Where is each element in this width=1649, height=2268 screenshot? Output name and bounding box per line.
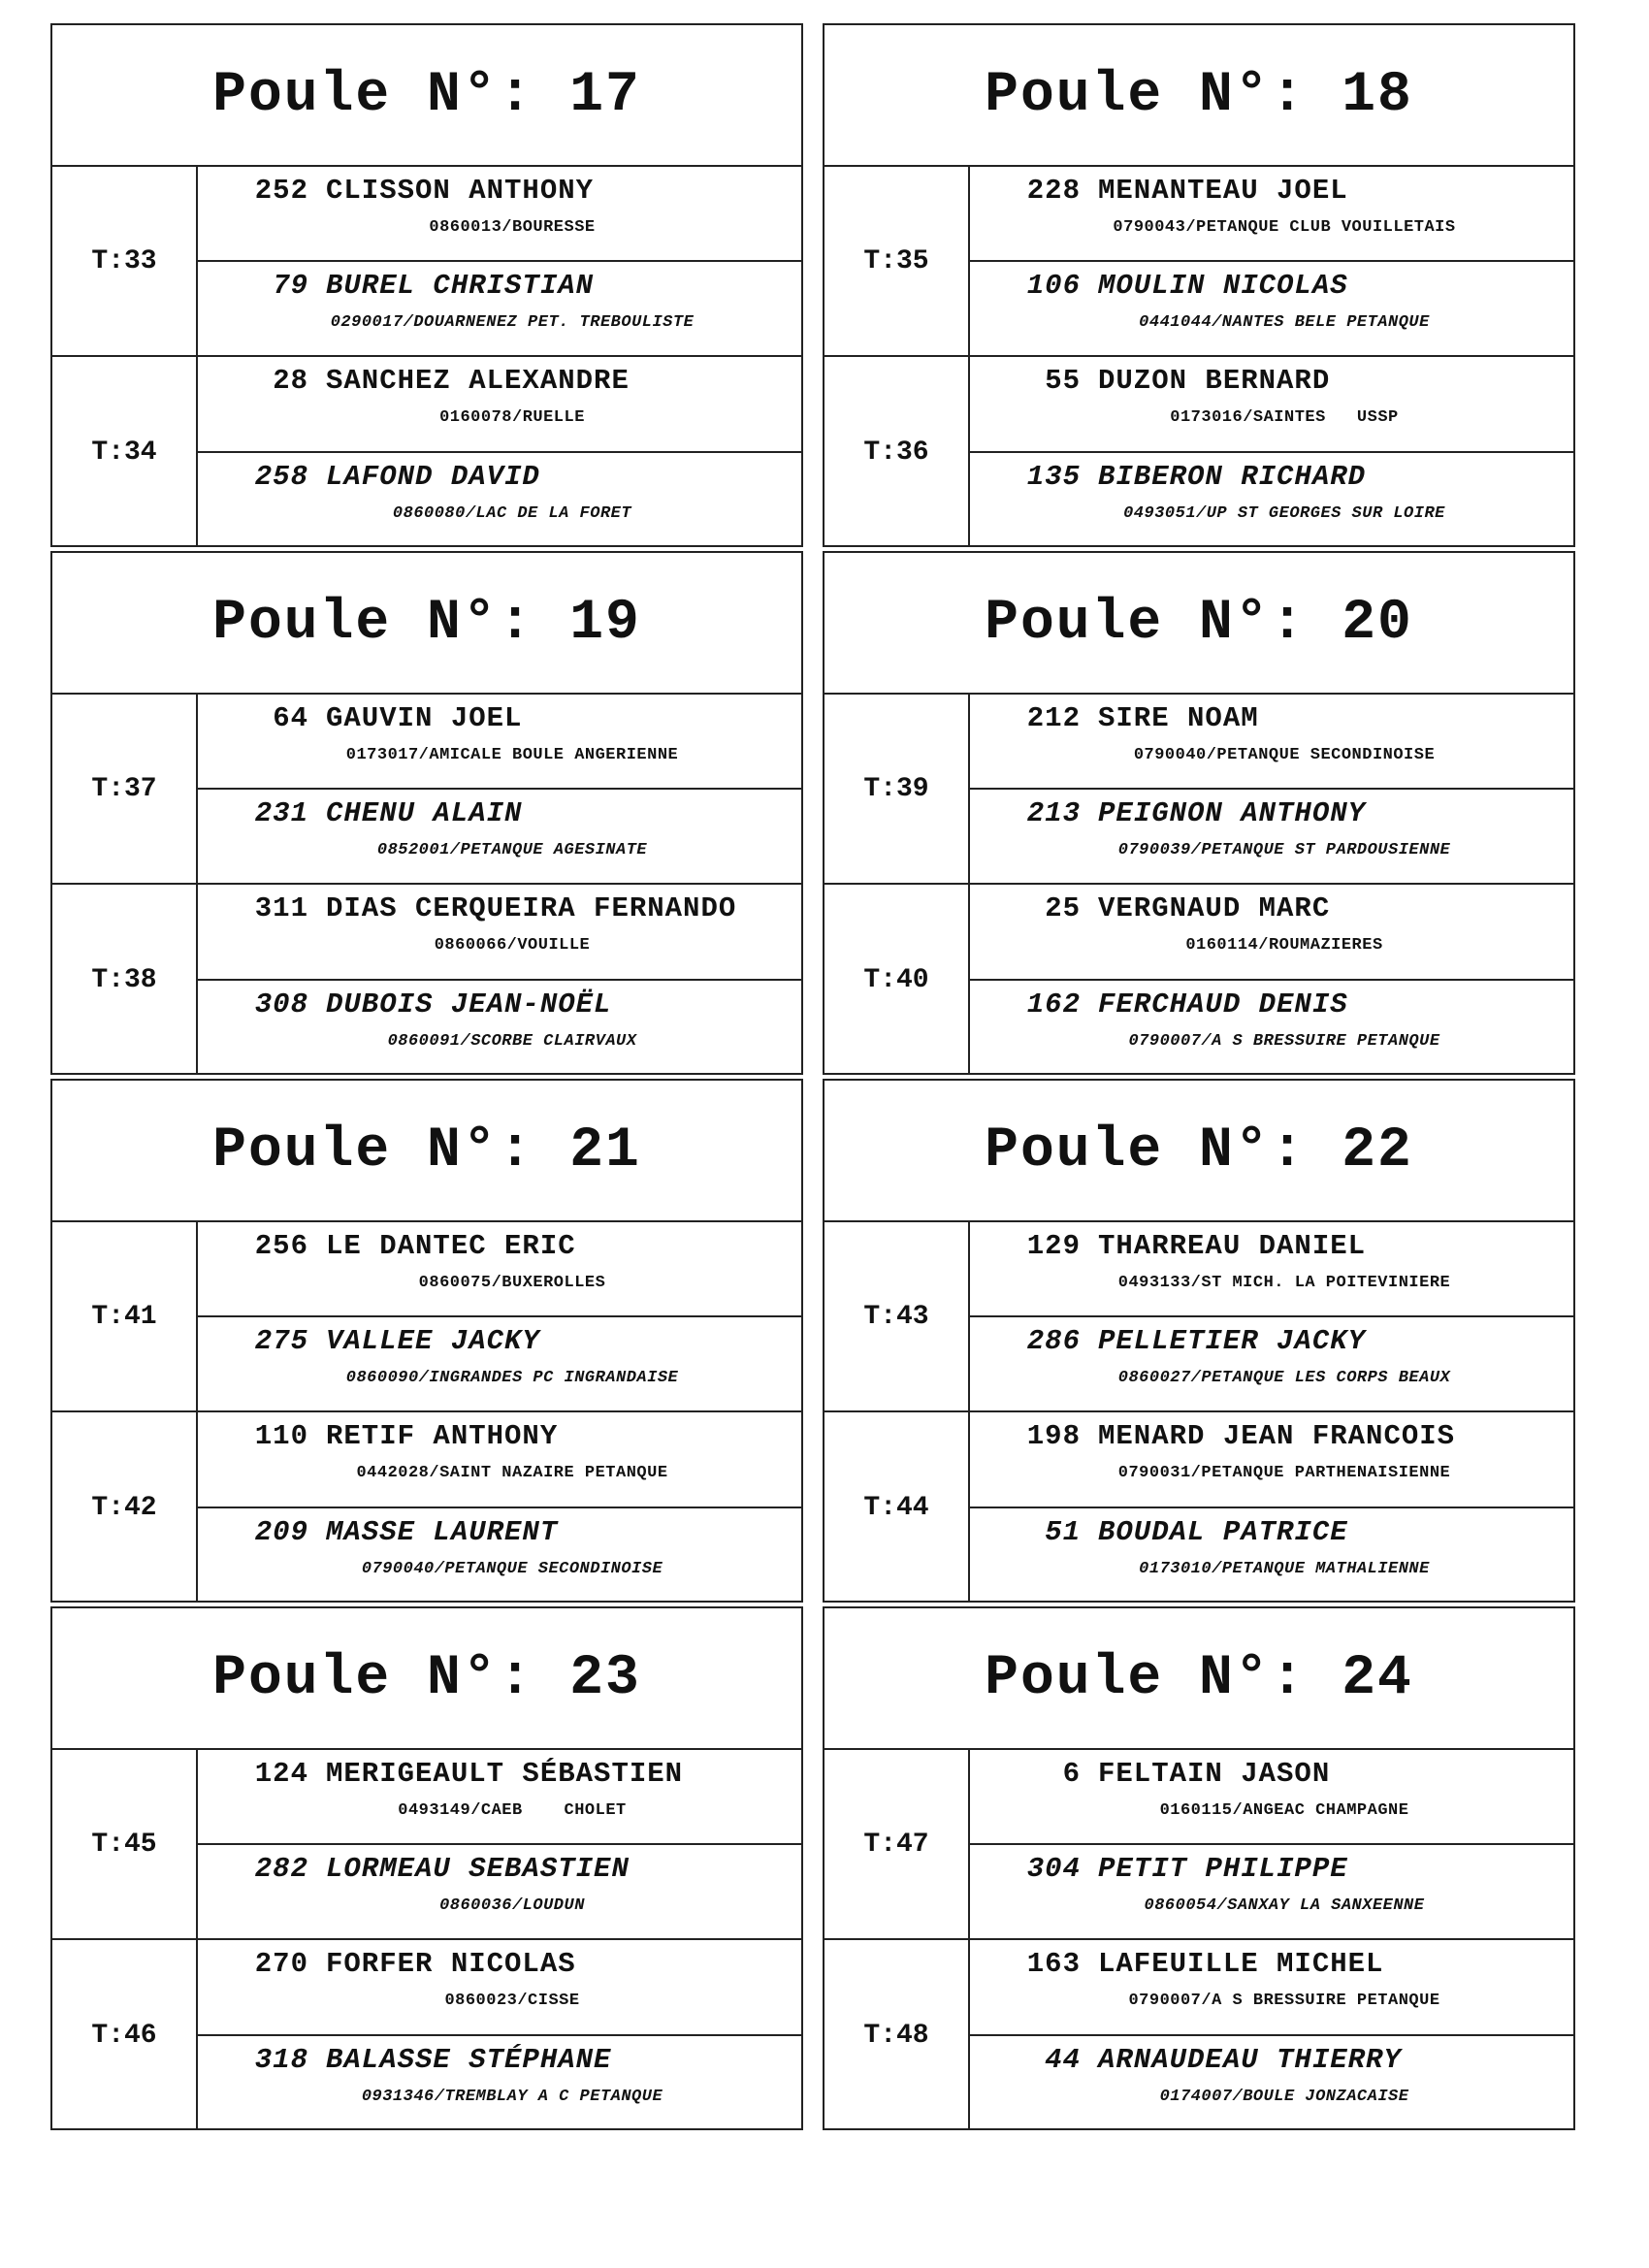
player-entry (970, 1750, 1573, 1845)
player-line (223, 1325, 801, 1357)
player-line (223, 270, 801, 302)
player-number: 308 (254, 988, 308, 1021)
player-number: 304 (1026, 1853, 1081, 1885)
player-entry (970, 357, 1573, 453)
player-name: CHENU ALAIN (326, 797, 523, 829)
player-name: THARREAU DANIEL (1098, 1230, 1367, 1262)
player-name: MASSE LAURENT (326, 1516, 559, 1548)
player-line (995, 1325, 1573, 1357)
table-row (824, 1412, 1573, 1603)
poule-header (52, 1081, 801, 1222)
table-row (824, 357, 1573, 547)
player-number: 51 (1045, 1516, 1081, 1548)
player-line (995, 461, 1573, 493)
player-entry (198, 1940, 801, 2036)
player-club: 0860013/BOURESSE (429, 218, 596, 237)
player-name: LAFOND DAVID (326, 461, 540, 493)
poule-header (52, 25, 801, 167)
player-entry (198, 262, 801, 355)
player-line (223, 892, 801, 924)
poule-block (823, 1079, 1575, 1603)
player-line (995, 797, 1573, 829)
match-table-list (52, 1750, 801, 2128)
player-name: RETIF ANTHONY (326, 1420, 559, 1452)
player-pair (970, 1222, 1573, 1410)
table-number-label: T:38 (52, 885, 198, 1075)
player-number: 311 (254, 892, 308, 924)
poule-title: Poule N°: 17 (212, 63, 641, 127)
player-club: 0860036/LOUDUN (439, 1896, 585, 1915)
player-club: 0860054/SANXAY LA SANXEENNE (1144, 1896, 1425, 1915)
player-pair (970, 1940, 1573, 2130)
player-club: 0493051/UP ST GEORGES SUR LOIRE (1123, 504, 1445, 523)
poule-title: Poule N°: 19 (212, 591, 641, 655)
player-entry (198, 885, 801, 981)
player-club: 0160114/ROUMAZIERES (1185, 936, 1383, 955)
match-table-list (824, 695, 1573, 1073)
poule-title: Poule N°: 24 (985, 1646, 1413, 1710)
player-entry (970, 885, 1573, 981)
player-name: VALLEE JACKY (326, 1325, 540, 1357)
table-number-label: T:44 (824, 1412, 970, 1603)
player-club: 0860023/CISSE (444, 1992, 580, 2010)
player-club: 0852001/PETANQUE AGESINATE (376, 841, 648, 859)
player-club: 0931346/TREMBLAY A C PETANQUE (361, 2088, 663, 2106)
match-table-list (824, 1222, 1573, 1601)
table-number-label: T:40 (824, 885, 970, 1075)
player-line (223, 1853, 801, 1885)
player-entry (198, 790, 801, 883)
player-name: BUREL CHRISTIAN (326, 270, 595, 302)
match-table-list (52, 1222, 801, 1601)
player-number: 228 (1026, 175, 1081, 207)
poule-header (824, 25, 1573, 167)
player-club: 0173010/PETANQUE MATHALIENNE (1139, 1560, 1430, 1578)
player-entry (970, 695, 1573, 790)
player-line (995, 1853, 1573, 1885)
player-number: 212 (1026, 702, 1081, 734)
player-name: SANCHEZ ALEXANDRE (326, 365, 630, 397)
player-club: 0160078/RUELLE (439, 408, 585, 427)
player-number: 110 (254, 1420, 308, 1452)
player-club: 0790040/PETANQUE SECONDINOISE (1133, 746, 1436, 764)
player-pair (970, 1750, 1573, 1938)
player-number: 213 (1026, 797, 1081, 829)
player-entry (970, 167, 1573, 262)
player-club: 0790031/PETANQUE PARTHENAISIENNE (1117, 1464, 1451, 1482)
match-table-list (52, 695, 801, 1073)
player-number: 55 (1045, 365, 1081, 397)
table-row (52, 695, 801, 885)
player-club: 0442028/SAINT NAZAIRE PETANQUE (356, 1464, 668, 1482)
player-line (223, 702, 801, 734)
player-name: DUZON BERNARD (1098, 365, 1331, 397)
player-number: 282 (254, 1853, 308, 1885)
player-name: BOUDAL PATRICE (1098, 1516, 1348, 1548)
table-number-label: T:43 (824, 1222, 970, 1410)
player-line (223, 2044, 801, 2076)
player-line (995, 1230, 1573, 1262)
player-club: 0160115/ANGEAC CHAMPAGNE (1159, 1801, 1409, 1820)
poule-title: Poule N°: 18 (985, 63, 1413, 127)
player-line (995, 1758, 1573, 1790)
player-number: 231 (254, 797, 308, 829)
poule-title: Poule N°: 23 (212, 1646, 641, 1710)
table-number-label: T:36 (824, 357, 970, 547)
player-number: 252 (254, 175, 308, 207)
player-club: 0860066/VOUILLE (434, 936, 591, 955)
player-pair (970, 167, 1573, 355)
player-pair (970, 1412, 1573, 1603)
player-line (995, 270, 1573, 302)
table-row (52, 357, 801, 547)
player-line (223, 365, 801, 397)
poule-block (50, 1079, 803, 1603)
poule-title: Poule N°: 20 (985, 591, 1413, 655)
poule-title: Poule N°: 21 (212, 1118, 641, 1183)
player-number: 135 (1026, 461, 1081, 493)
poule-header (824, 1081, 1573, 1222)
player-name: MERIGEAULT SÉBASTIEN (326, 1758, 684, 1790)
player-line (223, 1758, 801, 1790)
player-club: 0441044/NANTES BELE PETANQUE (1139, 313, 1430, 332)
player-club: 0173016/SAINTES USSP (1170, 408, 1399, 427)
player-name: LAFEUILLE MICHEL (1098, 1948, 1384, 1980)
player-line (223, 797, 801, 829)
player-entry (970, 1412, 1573, 1508)
player-entry (970, 790, 1573, 883)
player-entry (198, 1222, 801, 1317)
table-number-label: T:34 (52, 357, 198, 547)
player-club: 0290017/DOUARNENEZ PET. TREBOULISTE (330, 313, 695, 332)
player-number: 64 (273, 702, 308, 734)
player-number: 256 (254, 1230, 308, 1262)
player-number: 286 (1026, 1325, 1081, 1357)
table-number-label: T:46 (52, 1940, 198, 2130)
player-name: SIRE NOAM (1098, 702, 1259, 734)
player-number: 275 (254, 1325, 308, 1357)
player-line (995, 1948, 1573, 1980)
poule-header (52, 1608, 801, 1750)
player-club: 0790039/PETANQUE ST PARDOUSIENNE (1117, 841, 1451, 859)
table-number-label: T:35 (824, 167, 970, 355)
player-entry (198, 2036, 801, 2130)
player-pair (198, 167, 801, 355)
table-number-label: T:37 (52, 695, 198, 883)
player-line (995, 2044, 1573, 2076)
player-club: 0174007/BOULE JONZACAISE (1159, 2088, 1409, 2106)
table-row (824, 695, 1573, 885)
player-pair (970, 357, 1573, 547)
table-row (824, 167, 1573, 357)
table-row (824, 885, 1573, 1075)
poule-header (824, 553, 1573, 695)
player-line (995, 702, 1573, 734)
player-entry (970, 453, 1573, 547)
player-line (995, 365, 1573, 397)
table-row (52, 1412, 801, 1603)
player-pair (970, 885, 1573, 1075)
player-entry (198, 1845, 801, 1938)
player-number: 318 (254, 2044, 308, 2076)
player-club: 0493149/CAEB CHOLET (398, 1801, 627, 1820)
poule-title: Poule N°: 22 (985, 1118, 1413, 1183)
player-entry (198, 1750, 801, 1845)
match-table-list (52, 167, 801, 545)
player-pair (970, 695, 1573, 883)
player-name: PELLETIER JACKY (1098, 1325, 1367, 1357)
player-pair (198, 357, 801, 547)
match-table-list (824, 167, 1573, 545)
player-line (995, 1516, 1573, 1548)
player-name: DIAS CERQUEIRA FERNANDO (326, 892, 737, 924)
table-number-label: T:33 (52, 167, 198, 355)
player-name: VERGNAUD MARC (1098, 892, 1331, 924)
player-line (223, 175, 801, 207)
poule-header (824, 1608, 1573, 1750)
poules-grid (50, 23, 1575, 2119)
player-name: MOULIN NICOLAS (1098, 270, 1348, 302)
table-row (52, 1940, 801, 2130)
player-name: MENANTEAU JOEL (1098, 175, 1348, 207)
player-club: 0860027/PETANQUE LES CORPS BEAUX (1117, 1369, 1451, 1387)
poule-header (52, 553, 801, 695)
player-pair (198, 695, 801, 883)
table-number-label: T:39 (824, 695, 970, 883)
player-entry (198, 453, 801, 547)
player-number: 44 (1045, 2044, 1081, 2076)
player-name: PEIGNON ANTHONY (1098, 797, 1367, 829)
player-line (223, 1420, 801, 1452)
table-row (52, 167, 801, 357)
player-line (223, 1948, 801, 1980)
player-line (223, 1516, 801, 1548)
player-number: 129 (1026, 1230, 1081, 1262)
player-line (995, 988, 1573, 1021)
player-entry (970, 981, 1573, 1075)
player-club: 0860080/LAC DE LA FORET (392, 504, 632, 523)
poule-block (50, 23, 803, 547)
player-entry (198, 981, 801, 1075)
player-name: DUBOIS JEAN-NOËL (326, 988, 612, 1021)
player-club: 0790040/PETANQUE SECONDINOISE (361, 1560, 663, 1578)
player-club: 0790043/PETANQUE CLUB VOUILLETAIS (1113, 218, 1456, 237)
player-entry (198, 1508, 801, 1603)
player-pair (198, 1412, 801, 1603)
player-number: 163 (1026, 1948, 1081, 1980)
player-entry (198, 1317, 801, 1410)
table-row (824, 1750, 1573, 1940)
player-pair (198, 1750, 801, 1938)
poule-block (823, 23, 1575, 547)
player-name: FERCHAUD DENIS (1098, 988, 1348, 1021)
player-entry (198, 1412, 801, 1508)
player-number: 124 (254, 1758, 308, 1790)
player-line (223, 988, 801, 1021)
player-name: CLISSON ANTHONY (326, 175, 595, 207)
player-club: 0860075/BUXEROLLES (418, 1274, 606, 1292)
player-name: LORMEAU SEBASTIEN (326, 1853, 630, 1885)
poule-block (50, 1606, 803, 2130)
table-row (52, 1222, 801, 1412)
player-number: 258 (254, 461, 308, 493)
player-number: 162 (1026, 988, 1081, 1021)
player-entry (970, 2036, 1573, 2130)
player-name: FORFER NICOLAS (326, 1948, 576, 1980)
player-number: 106 (1026, 270, 1081, 302)
player-line (995, 1420, 1573, 1452)
table-number-label: T:42 (52, 1412, 198, 1603)
table-number-label: T:48 (824, 1940, 970, 2130)
player-name: MENARD JEAN FRANCOIS (1098, 1420, 1456, 1452)
table-number-label: T:47 (824, 1750, 970, 1938)
player-name: BALASSE STÉPHANE (326, 2044, 612, 2076)
table-row (52, 885, 801, 1075)
player-line (995, 892, 1573, 924)
player-entry (970, 262, 1573, 355)
table-number-label: T:45 (52, 1750, 198, 1938)
poule-block (823, 1606, 1575, 2130)
player-number: 198 (1026, 1420, 1081, 1452)
player-pair (198, 885, 801, 1075)
table-row (52, 1750, 801, 1940)
poule-block (823, 551, 1575, 1075)
player-pair (198, 1222, 801, 1410)
player-club: 0860091/SCORBE CLAIRVAUX (387, 1032, 637, 1051)
player-entry (970, 1317, 1573, 1410)
player-line (223, 461, 801, 493)
poule-block (50, 551, 803, 1075)
player-club: 0493133/ST MICH. LA POITEVINIERE (1117, 1274, 1451, 1292)
player-entry (970, 1222, 1573, 1317)
player-entry (198, 167, 801, 262)
player-entry (198, 357, 801, 453)
player-number: 270 (254, 1948, 308, 1980)
player-club: 0790007/A S BRESSUIRE PETANQUE (1128, 1032, 1440, 1051)
player-number: 79 (273, 270, 308, 302)
player-number: 28 (273, 365, 308, 397)
player-number: 209 (254, 1516, 308, 1548)
player-number: 6 (1062, 1758, 1081, 1790)
player-entry (970, 1508, 1573, 1603)
match-table-list (824, 1750, 1573, 2128)
player-name: GAUVIN JOEL (326, 702, 523, 734)
player-entry (970, 1845, 1573, 1938)
table-row (824, 1940, 1573, 2130)
table-number-label: T:41 (52, 1222, 198, 1410)
player-name: FELTAIN JASON (1098, 1758, 1331, 1790)
player-club: 0860090/INGRANDES PC INGRANDAISE (345, 1369, 679, 1387)
player-line (995, 175, 1573, 207)
player-name: PETIT PHILIPPE (1098, 1853, 1348, 1885)
table-row (824, 1222, 1573, 1412)
player-club: 0173017/AMICALE BOULE ANGERIENNE (345, 746, 679, 764)
player-name: LE DANTEC ERIC (326, 1230, 576, 1262)
player-name: BIBERON RICHARD (1098, 461, 1367, 493)
player-line (223, 1230, 801, 1262)
player-entry (970, 1940, 1573, 2036)
player-entry (198, 695, 801, 790)
player-name: ARNAUDEAU THIERRY (1098, 2044, 1402, 2076)
player-club: 0790007/A S BRESSUIRE PETANQUE (1128, 1992, 1440, 2010)
player-number: 25 (1045, 892, 1081, 924)
player-pair (198, 1940, 801, 2130)
